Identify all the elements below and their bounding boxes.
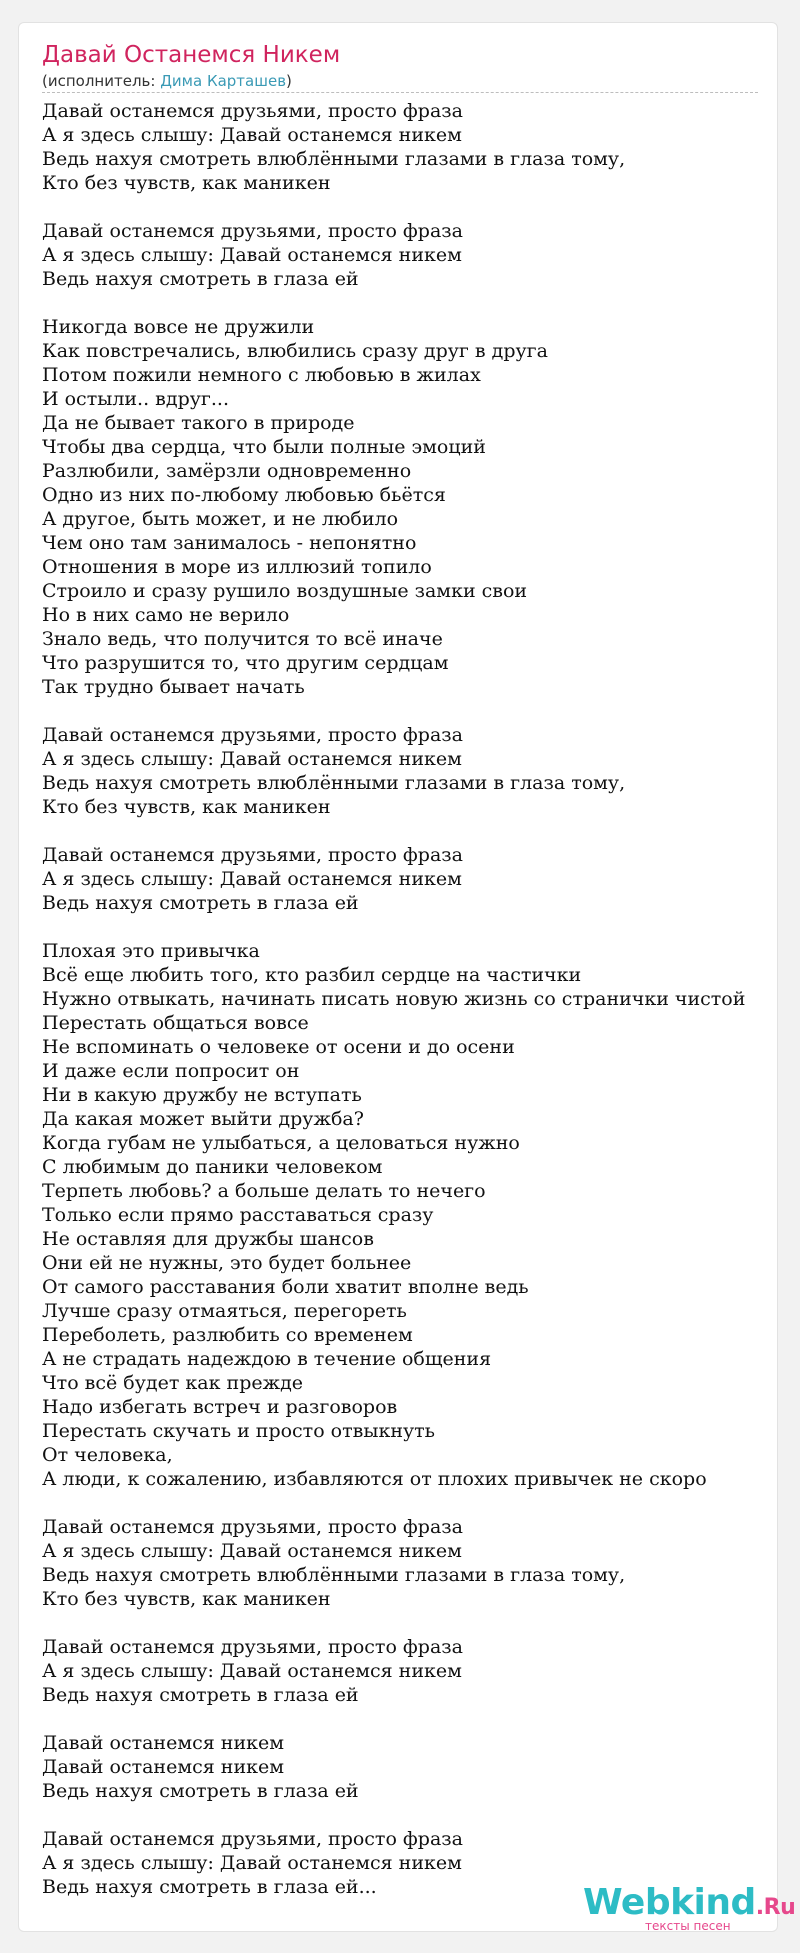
lyric-line: Давай останемся друзьями, просто фраза xyxy=(42,1828,463,1850)
lyrics-stanza xyxy=(42,843,782,915)
lyric-line: Что разрушится то, что другим сердцам xyxy=(42,652,449,674)
lyric-line: А я здесь слышу: Давай останемся никем xyxy=(42,748,462,770)
lyric-line: Что всё будет как прежде xyxy=(42,1372,304,1394)
lyric-line: Давай останемся друзьями, просто фраза xyxy=(42,724,463,746)
lyric-line: А я здесь слышу: Давай останемся никем xyxy=(42,244,462,266)
lyric-line: Давай останемся друзьями, просто фраза xyxy=(42,844,463,866)
lyric-line: Одно из них по-любому любовью бьётся xyxy=(42,484,446,506)
lyric-line: Перестать общаться вовсе xyxy=(42,1012,309,1034)
lyric-line: Не оставляя для дружбы шансов xyxy=(42,1228,374,1250)
logo-tagline: тексты песен xyxy=(645,1919,731,1933)
lyric-line: Всё еще любить того, кто разбил сердце на частички xyxy=(42,964,582,986)
lyrics-body xyxy=(42,99,782,1923)
lyric-line: Давай останемся друзьями, просто фраза xyxy=(42,1636,463,1658)
artist-prefix: (исполнитель: xyxy=(42,72,161,90)
lyric-line: Но в них само не верило xyxy=(42,604,290,626)
lyric-line: Давай останемся никем xyxy=(42,1732,284,1754)
artist-link[interactable]: Дима Карташев xyxy=(160,72,287,90)
lyric-line: От человека, xyxy=(42,1444,173,1466)
lyric-line: Ведь нахуя смотреть влюблёнными глазами в глаза тому, xyxy=(42,148,626,170)
lyric-line: Давай останемся друзьями, просто фраза xyxy=(42,220,463,242)
lyric-line: Ни в какую дружбу не вступать xyxy=(42,1084,362,1106)
artist-suffix: ) xyxy=(286,72,292,90)
lyrics-stanza xyxy=(42,315,782,699)
lyric-line: Кто без чувств, как маникен xyxy=(42,796,331,818)
lyric-line: Ведь нахуя смотреть в глаза ей xyxy=(42,1684,359,1706)
lyric-line: Никогда вовсе не дружили xyxy=(42,316,315,338)
lyric-line: Ведь нахуя смотреть влюблёнными глазами в глаза тому, xyxy=(42,1564,626,1586)
page-title: Давай Останемся Никем xyxy=(42,42,341,68)
lyric-line: Ведь нахуя смотреть в глаза ей... xyxy=(42,1876,377,1898)
webkind-logo[interactable] xyxy=(583,1882,796,1933)
lyric-line: А другое, быть может, и не любило xyxy=(42,508,399,530)
logo-main-text: Webkind xyxy=(583,1882,756,1923)
lyric-line: А я здесь слышу: Давай останемся никем xyxy=(42,868,462,890)
lyric-line: Чтобы два сердца, что были полные эмоций xyxy=(42,436,486,458)
lyric-line: Перестать скучать и просто отвыкнуть xyxy=(42,1420,436,1442)
logo-tld: .Ru xyxy=(755,1895,796,1920)
lyrics-stanza xyxy=(42,1635,782,1707)
lyric-line: Терпеть любовь? а больше делать то нечего xyxy=(42,1180,486,1202)
lyric-line: Давай останемся никем xyxy=(42,1756,284,1778)
lyric-line: Лучше сразу отмаяться, перегореть xyxy=(42,1300,407,1322)
lyric-line: Разлюбили, замёрзли одновременно xyxy=(42,460,412,482)
lyric-line: Давай останемся друзьями, просто фраза xyxy=(42,1516,463,1538)
lyrics-stanza xyxy=(42,723,782,819)
lyric-line: Да какая может выйти дружба? xyxy=(42,1108,364,1130)
lyric-line: Не вспоминать о человеке от осени и до осени xyxy=(42,1036,515,1058)
lyric-line: Они ей не нужны, это будет больнее xyxy=(42,1252,412,1274)
lyric-line: Отношения в море из иллюзий топило xyxy=(42,556,432,578)
lyric-line: Когда губам не улыбаться, а целоваться нужно xyxy=(42,1132,520,1154)
lyric-line: Строило и сразу рушило воздушные замки свои xyxy=(42,580,528,602)
lyric-line: Кто без чувств, как маникен xyxy=(42,1588,331,1610)
artist-line xyxy=(42,72,758,90)
lyric-line: Знало ведь, что получится то всё иначе xyxy=(42,628,443,650)
lyric-line: Как повстречались, влюбились сразу друг в друга xyxy=(42,340,548,362)
lyric-line: А люди, к сожалению, избавляются от плохих привычек не скоро xyxy=(42,1468,707,1490)
lyrics-stanza xyxy=(42,99,782,195)
lyric-line: Ведь нахуя смотреть в глаза ей xyxy=(42,268,359,290)
lyric-line: Надо избегать встреч и разговоров xyxy=(42,1396,398,1418)
lyric-line: Кто без чувств, как маникен xyxy=(42,172,331,194)
lyric-line: А я здесь слышу: Давай останемся никем xyxy=(42,1660,462,1682)
lyric-line: Давай останемся друзьями, просто фраза xyxy=(42,100,463,122)
lyric-line: И остыли.. вдруг... xyxy=(42,388,229,410)
lyric-line: Ведь нахуя смотреть в глаза ей xyxy=(42,1780,359,1802)
lyric-line: И даже если попросит он xyxy=(42,1060,300,1082)
lyric-line: Плохая это привычка xyxy=(42,940,260,962)
lyric-line: Да не бывает такого в природе xyxy=(42,412,355,434)
lyric-line: А я здесь слышу: Давай останемся никем xyxy=(42,124,462,146)
lyric-line: А я здесь слышу: Давай останемся никем xyxy=(42,1852,462,1874)
song-header xyxy=(42,38,758,93)
lyric-line: Ведь нахуя смотреть в глаза ей xyxy=(42,892,359,914)
lyric-line: Потом пожили немного с любовью в жилах xyxy=(42,364,481,386)
lyric-line: А не страдать надеждою в течение общения xyxy=(42,1348,492,1370)
lyrics-stanza xyxy=(42,219,782,291)
lyric-line: Так трудно бывает начать xyxy=(42,676,305,698)
lyric-line: Только если прямо расставаться сразу xyxy=(42,1204,434,1226)
lyric-line: С любимым до паники человеком xyxy=(42,1156,383,1178)
lyrics-stanza xyxy=(42,939,782,1491)
lyric-line: Ведь нахуя смотреть влюблёнными глазами в глаза тому, xyxy=(42,772,626,794)
lyric-line: Переболеть, разлюбить со временем xyxy=(42,1324,413,1346)
lyric-line: Нужно отвыкать, начинать писать новую жизнь со странички чистой xyxy=(42,988,746,1010)
lyrics-stanza xyxy=(42,1515,782,1611)
lyric-line: Чем оно там занималось - непонятно xyxy=(42,532,417,554)
lyrics-stanza xyxy=(42,1731,782,1803)
lyric-line: От самого расставания боли хватит вполне ведь xyxy=(42,1276,529,1298)
lyric-line: А я здесь слышу: Давай останемся никем xyxy=(42,1540,462,1562)
